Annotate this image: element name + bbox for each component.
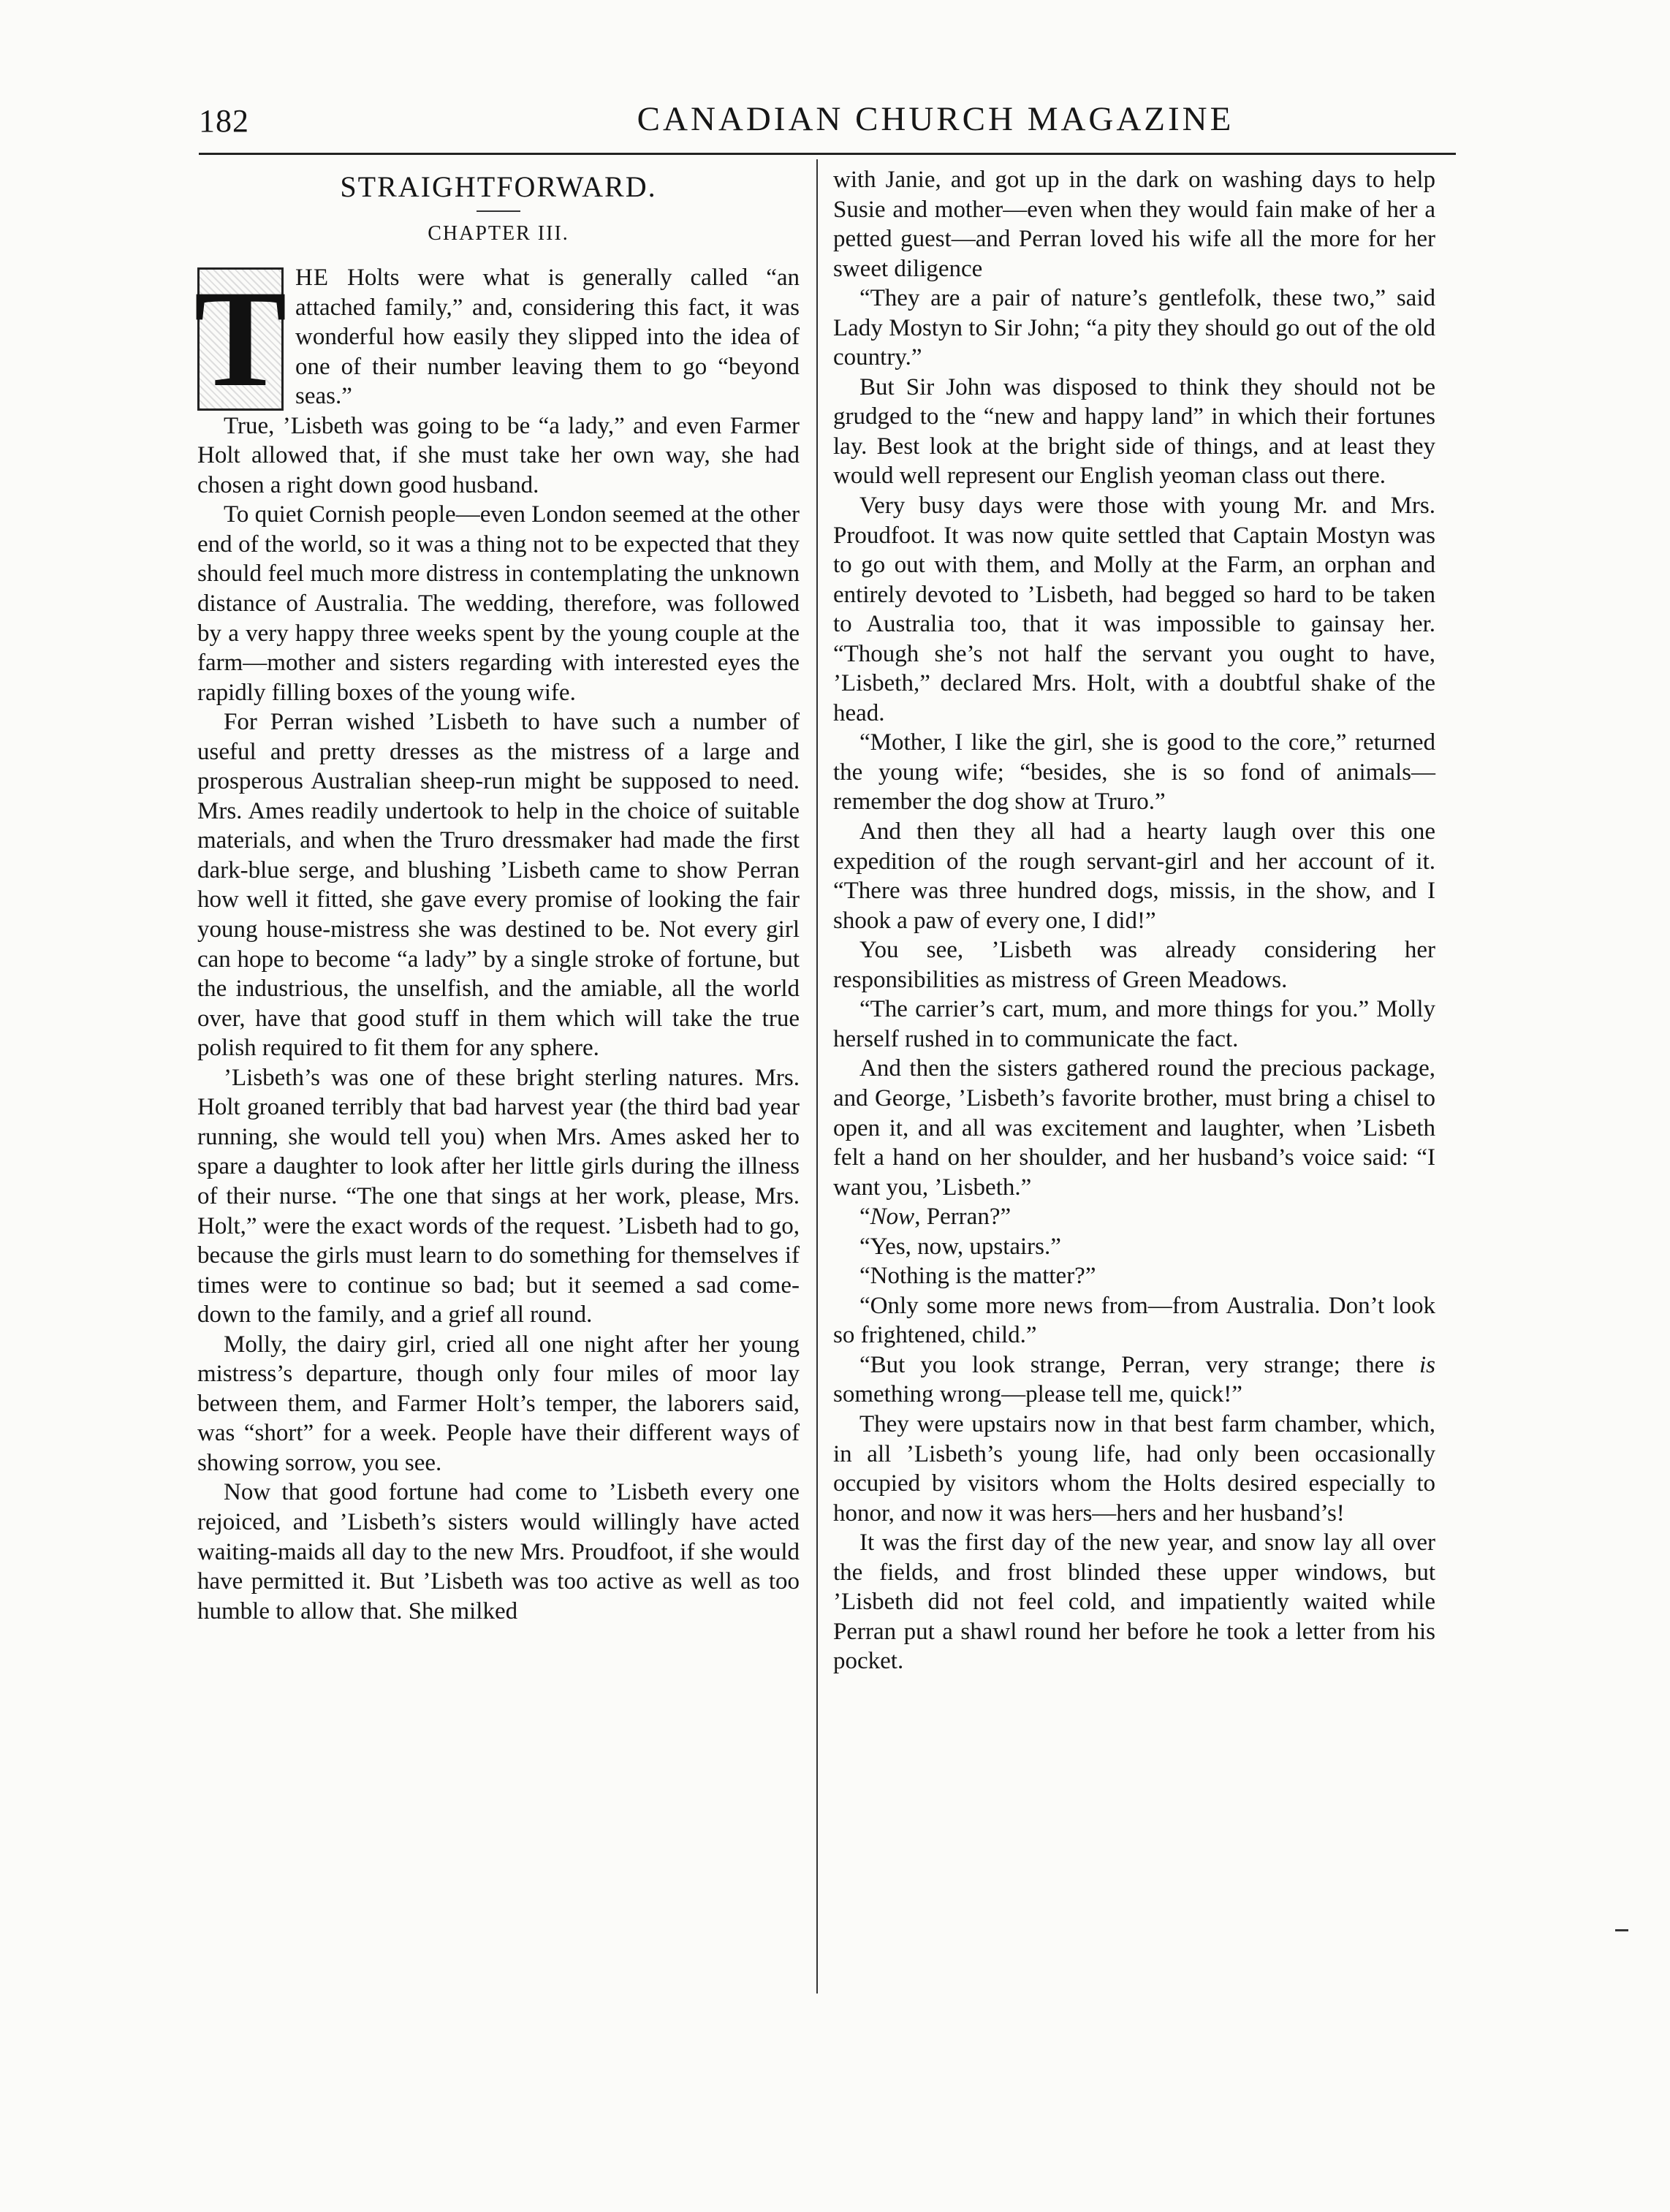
dialogue-line: “Nothing is the matter?” bbox=[859, 1263, 1096, 1290]
paragraph: It was the first day of the new year, and snow lay all over the fields, and frost blinded these upper windows, but ’Lisbeth did not feel cold, and impatiently waited while Perran put a shawl round her before he took a letter from his pocket. bbox=[833, 1529, 1435, 1675]
title-rule bbox=[477, 210, 520, 212]
chapter-heading: CHAPTER III. bbox=[428, 222, 569, 245]
paragraph: True, ’Lisbeth was going to be “a lady,” and even Farmer Holt allowed that, if she must take her own way, she had chosen a right down good husband. bbox=[197, 412, 800, 498]
paragraph: You see, ’Lisbeth was already considering her responsibilities as mistress of Green Meadows. bbox=[833, 937, 1435, 993]
header-rule bbox=[199, 153, 1456, 155]
paragraph: They were upstairs now in that best farm chamber, which, in all ’Lisbeth’s young life, had only been occasionally occupied by visitors whom the Holts desired especially to honor, and now it was hers—hers and her husband’s! bbox=[833, 1410, 1435, 1527]
first-paragraph bbox=[194, 262, 800, 416]
dialogue-line: “Yes, now, upstairs.” bbox=[859, 1233, 1061, 1260]
right-column bbox=[833, 165, 1435, 1676]
paragraph: “The carrier’s cart, mum, and more things for you.” Molly herself rushed in to communicate the fact. bbox=[833, 996, 1435, 1052]
paragraph: Very busy days were those with young Mr. and Mrs. Proudfoot. It was now quite settled that Captain Mostyn was to go out with them, and Molly at the Farm, an orphan and entirely devoted to ’Lisbeth, had begged so hard to be taken to Australia too, that it was impossible to gainsay her. “Though she’s not half the servant you ought to have, ’Lisbeth,” declared Mrs. Holt, with a doubtful shake of the head. bbox=[833, 493, 1435, 726]
first-paragraph-text: Holts were what is generally called “an attached family,” and, considering this fact, it was wonderful how easily they slipped into the idea of one of their number leaving them to go “beyond seas.” bbox=[295, 265, 800, 410]
story-title: STRAIGHTFORWARD. bbox=[340, 170, 657, 203]
paragraph: “Mother, I like the girl, she is good to the core,” returned the young wife; “besides, she is so fond of animals—remember the dog show at Truro.” bbox=[833, 729, 1435, 816]
dialogue-text: something wrong—please tell me, quick!” bbox=[833, 1381, 1242, 1408]
drop-cap-letter: T bbox=[194, 262, 287, 416]
dialogue-emphasis: is bbox=[1419, 1351, 1435, 1378]
paragraph: “They are a pair of nature’s gentlefolk, these two,” said Lady Mostyn to Sir John; “a pity they should go out of the old country.” bbox=[833, 285, 1435, 371]
first-word: HE bbox=[295, 265, 329, 291]
dialogue-line: “Only some more news from—from Australia. Don’t look so frightened, child.” bbox=[833, 1292, 1435, 1349]
paragraph: ’Lisbeth’s was one of these bright sterling natures. Mrs. Holt groaned terribly that bad harvest year (the third bad year running, she would tell you) when Mrs. Ames asked her to spare a daughter to look after her little girls during the illness of their nurse. “The one that sings at her work, please, Mrs. Holt,” were the exact words of the request. ’Lisbeth had to go, because the girls must learn to do something for themselves if times were to continue so bad; but it seemed a sad come-down to the family, and a grief all round. bbox=[197, 1064, 800, 1329]
column-divider bbox=[816, 159, 818, 1994]
running-head: CANADIAN CHURCH MAGAZINE bbox=[637, 100, 1234, 138]
continuation-paragraph: with Janie, and got up in the dark on washing days to help Susie and mother—even when they would fain make of her a petted guest—and Perran loved his wife all the more for her sweet diligence bbox=[833, 167, 1435, 282]
paragraph: Molly, the dairy girl, cried all one night after her young mistress’s departure, though only four miles of moor lay between them, and Farmer Holt’s temper, the laborers said, was “short” for a week. People have their different ways of showing sorrow, you see. bbox=[197, 1331, 800, 1476]
margin-mark bbox=[1615, 1929, 1628, 1937]
page-number: 182 bbox=[199, 103, 249, 139]
paragraph: But Sir John was disposed to think they should not be grudged to the “new and happy land” in which their fortunes lay. Best look at the bright side of things, and at least they would well represent our English yeoman class out there. bbox=[833, 373, 1435, 490]
paragraph: To quiet Cornish people—even London seemed at the other end of the world, so it was a thing not to be expected that they should feel much more distress in contemplating the unknown distance of Australia. The wedding, therefore, was followed by a very happy three weeks spent by the young couple at the farm—mother and sisters regarding with interested eyes the rapidly filling boxes of the young wife. bbox=[197, 501, 800, 706]
paragraph: And then the sisters gathered round the precious package, and George, ’Lisbeth’s favorite brother, must bring a chisel to open it, and all was excitement and laughter, when ’Lisbeth felt a hand on her shoulder, and her husband’s voice said: “I want you, ’Lisbeth.” bbox=[833, 1055, 1435, 1201]
dialogue-emphasis: Now bbox=[870, 1204, 915, 1231]
dialogue-quote: “ bbox=[859, 1204, 870, 1231]
dialogue-line bbox=[833, 1202, 1435, 1232]
paragraph: And then they all had a hearty laugh over this one expedition of the rough servant-girl and her account of it. “There was three hundred dogs, missis, in the show, and I shook a paw of every one, I did!” bbox=[833, 818, 1435, 934]
dialogue-text: , Perran?” bbox=[914, 1204, 1012, 1231]
dialogue-line bbox=[833, 1350, 1435, 1410]
left-column bbox=[194, 165, 800, 1626]
dialogue-text: “But you look strange, Perran, very strange; there bbox=[859, 1351, 1419, 1378]
drop-cap-ornament bbox=[194, 262, 287, 416]
paragraph: Now that good fortune had come to ’Lisbeth every one rejoiced, and ’Lisbeth’s sisters would willingly have acted waiting-maids all day to the new Mrs. Proudfoot, if she would have permitted it. But ’Lisbeth was too active as well as too humble to allow that. She milked bbox=[197, 1479, 800, 1624]
paragraph: For Perran wished ’Lisbeth to have such a number of useful and pretty dresses as the mistress of a large and prosperous Australian sheep-run might be supposed to need. Mrs. Ames readily undertook to help in the choice of suitable materials, and when the Truro dressmaker had made the first dark-blue serge, and blushing ’Lisbeth came to show Perran how well it fitted, she gave every promise of looking the fair young house-mistress she was destined to be. Not every girl can hope to become “a lady” by a single stroke of fortune, but the industrious, the unselfish, and the amiable, all the world over, have that good stuff in them which will take the true polish required to fit them for any sphere. bbox=[197, 709, 800, 1062]
